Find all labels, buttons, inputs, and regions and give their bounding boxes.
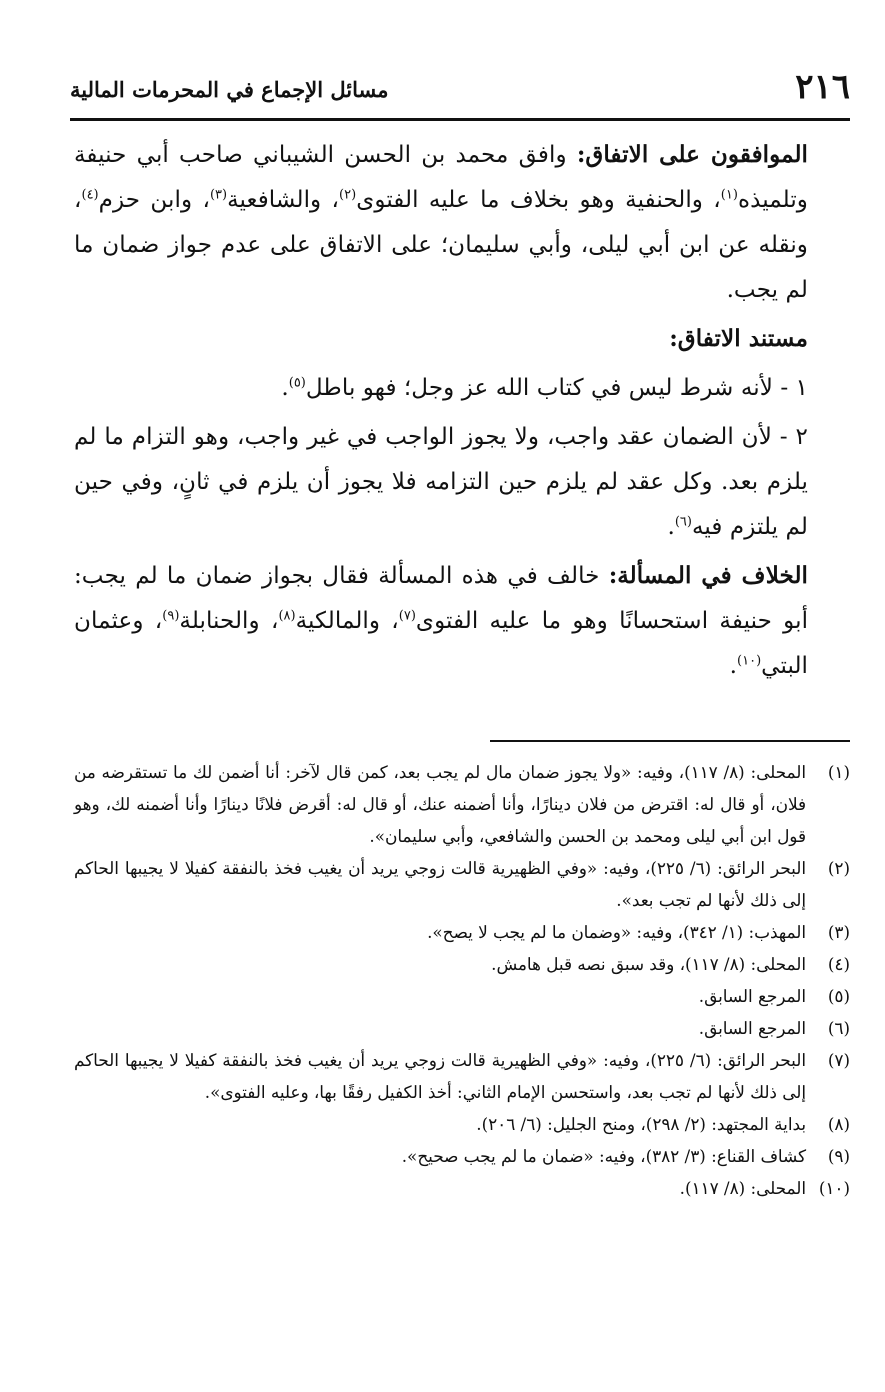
text-run: ، والمالكية: [295, 607, 399, 634]
section-heading: مستند الاتفاق:: [669, 325, 808, 352]
footnote-number: (٢): [827, 858, 850, 878]
footnote-text: البحر الرائق: (٦/ ٢٢٥)، وفيه: «وفي الظهيرية قالت زوجي يريد أن يغيب فخذ بالنفقة كفيلا لا يجيبها الحاكم إلى ذلك لأنها لم تجب بعد، واستحسن الإمام الثاني: أخذ الكفيل رفقًا بها، وعليه الفتوى».: [74, 1050, 806, 1102]
footnote-ref: (٢): [339, 187, 357, 203]
footnote: [74, 1108, 850, 1140]
footnote-number: (٧): [827, 1050, 850, 1070]
footnote-text: بداية المجتهد: (٢/ ٢٩٨)، ومنح الجليل: (٦/ ٢٠٦).: [476, 1114, 806, 1134]
paragraph-evidence-heading: [74, 316, 848, 361]
footnote: [74, 1140, 850, 1172]
text-run: ، ونقله عن ابن أبي ليلى، وأبي سليمان؛ على الاتفاق على عدم جواز ضمان ما لم يجب.: [74, 186, 808, 303]
page-number: ٢١٦: [795, 67, 850, 107]
header-rule: [70, 118, 850, 121]
text-run: ١ - لأنه شرط ليس في كتاب الله عز وجل؛ فهو باطل: [305, 374, 808, 401]
footnote-ref: (٦): [674, 514, 692, 530]
text-run: خالف في هذه المسألة فقال بجواز ضمان ما لم يجب: أبو حنيفة استحسانًا وهو ما عليه الفتوى: [74, 562, 809, 634]
text-run: .: [729, 652, 738, 679]
footnote-number: (٩): [827, 1146, 850, 1166]
footnote-text: البحر الرائق: (٦/ ٢٢٥)، وفيه: «وفي الظهيرية قالت زوجي يريد أن يغيب فخذ بالنفقة كفيلا لا يجيبها الحاكم إلى ذلك لأنها لم تجب بعد».: [74, 858, 806, 910]
section-heading: الموافقون على الاتفاق:: [576, 141, 808, 168]
footnote-ref: (٨): [278, 608, 296, 624]
footnote-text: المرجع السابق.: [698, 986, 806, 1006]
footnote-number: (٤): [827, 954, 850, 974]
footnote-ref: (١): [720, 187, 738, 203]
footnotes: [74, 756, 850, 1204]
footnote-number: (٨): [827, 1114, 850, 1134]
footnote-text: المهذب: (١/ ٣٤٢)، وفيه: «وضمان ما لم يجب لا يصح».: [427, 922, 806, 942]
paragraph-evidence-2: [74, 414, 848, 549]
footnote-number: (٦): [827, 1018, 850, 1038]
footnote-text: كشاف القناع: (٣/ ٣٨٢)، وفيه: «ضمان ما لم يجب صحيح».: [401, 1146, 806, 1166]
footnote-text: المرجع السابق.: [698, 1018, 806, 1038]
text-run: ، والحنابلة: [179, 607, 279, 634]
paragraph-disagreement: [74, 553, 848, 688]
footnote-text: المحلى: (٨/ ١١٧).: [679, 1178, 806, 1198]
footnote-ref: (٥): [288, 375, 306, 391]
text-run: ٢ - لأن الضمان عقد واجب، ولا يجوز الواجب في غير واجب، وهو التزام ما لم يلزم بعد. وكل عقد لم يلزم حين التزامه فلا يجوز أن يلزم في ثانٍ، وفي حين لم يلتزم فيه: [74, 423, 808, 540]
footnote: [74, 980, 850, 1012]
footnote-text: المحلى: (٨/ ١١٧)، وفيه: «ولا يجوز ضمان مال لم يجب بعد، كمن قال لآخر: أنا أضمن لك ما تستقرضه من فلان، أو قال له: اقترض من فلان دينارًا، وأنا أضمنه عنك، أو قال له: أقرض فلانًا دينارًا وأنا أضمنه لك، وهو قول ابن أبي ليلى ومحمد بن الحسن والشافعي، وأبي سليمان».: [74, 762, 806, 846]
footnote-ref: (٩): [162, 608, 180, 624]
footnote: [74, 1012, 850, 1044]
footnote: [74, 852, 850, 916]
text-run: .: [667, 513, 675, 540]
footnote: [74, 916, 850, 948]
footnote-text: المحلى: (٨/ ١١٧)، وقد سبق نصه قبل هامش.: [491, 954, 806, 974]
text-run: .: [281, 374, 289, 401]
footnote: [74, 1044, 850, 1108]
text-run: ، وابن حزم: [98, 186, 210, 213]
text-run: ، والشافعية: [227, 186, 340, 213]
footnote: [74, 948, 850, 980]
section-heading: الخلاف في المسألة:: [608, 562, 808, 589]
footnote-ref: (٣): [209, 187, 228, 203]
text-run: ، والحنفية وهو بخلاف ما عليه الفتوى: [356, 186, 721, 213]
running-title: مسائل الإجماع في المحرمات المالية: [70, 77, 389, 102]
text-run: وافق محمد بن الحسن الشيباني صاحب أبي حنيفة وتلميذه: [74, 141, 808, 213]
page-header: [70, 64, 850, 116]
footnote: [74, 756, 850, 852]
main-text: [74, 132, 848, 688]
footnote-separator: [490, 740, 850, 742]
paragraph-agreeing-scholars: [74, 132, 848, 312]
footnote-number: (٥): [827, 986, 850, 1006]
footnote-number: (١٠): [818, 1178, 850, 1198]
text-run: ، وعثمان البتي: [74, 607, 808, 679]
footnote-ref: (٤): [81, 187, 99, 203]
footnote: [74, 1172, 850, 1204]
footnote-number: (٣): [827, 922, 850, 942]
footnote-number: (١): [827, 762, 850, 782]
footnote-ref: (١٠): [737, 653, 762, 669]
footnote-ref: (٧): [398, 608, 416, 624]
paragraph-evidence-1: [74, 365, 848, 410]
